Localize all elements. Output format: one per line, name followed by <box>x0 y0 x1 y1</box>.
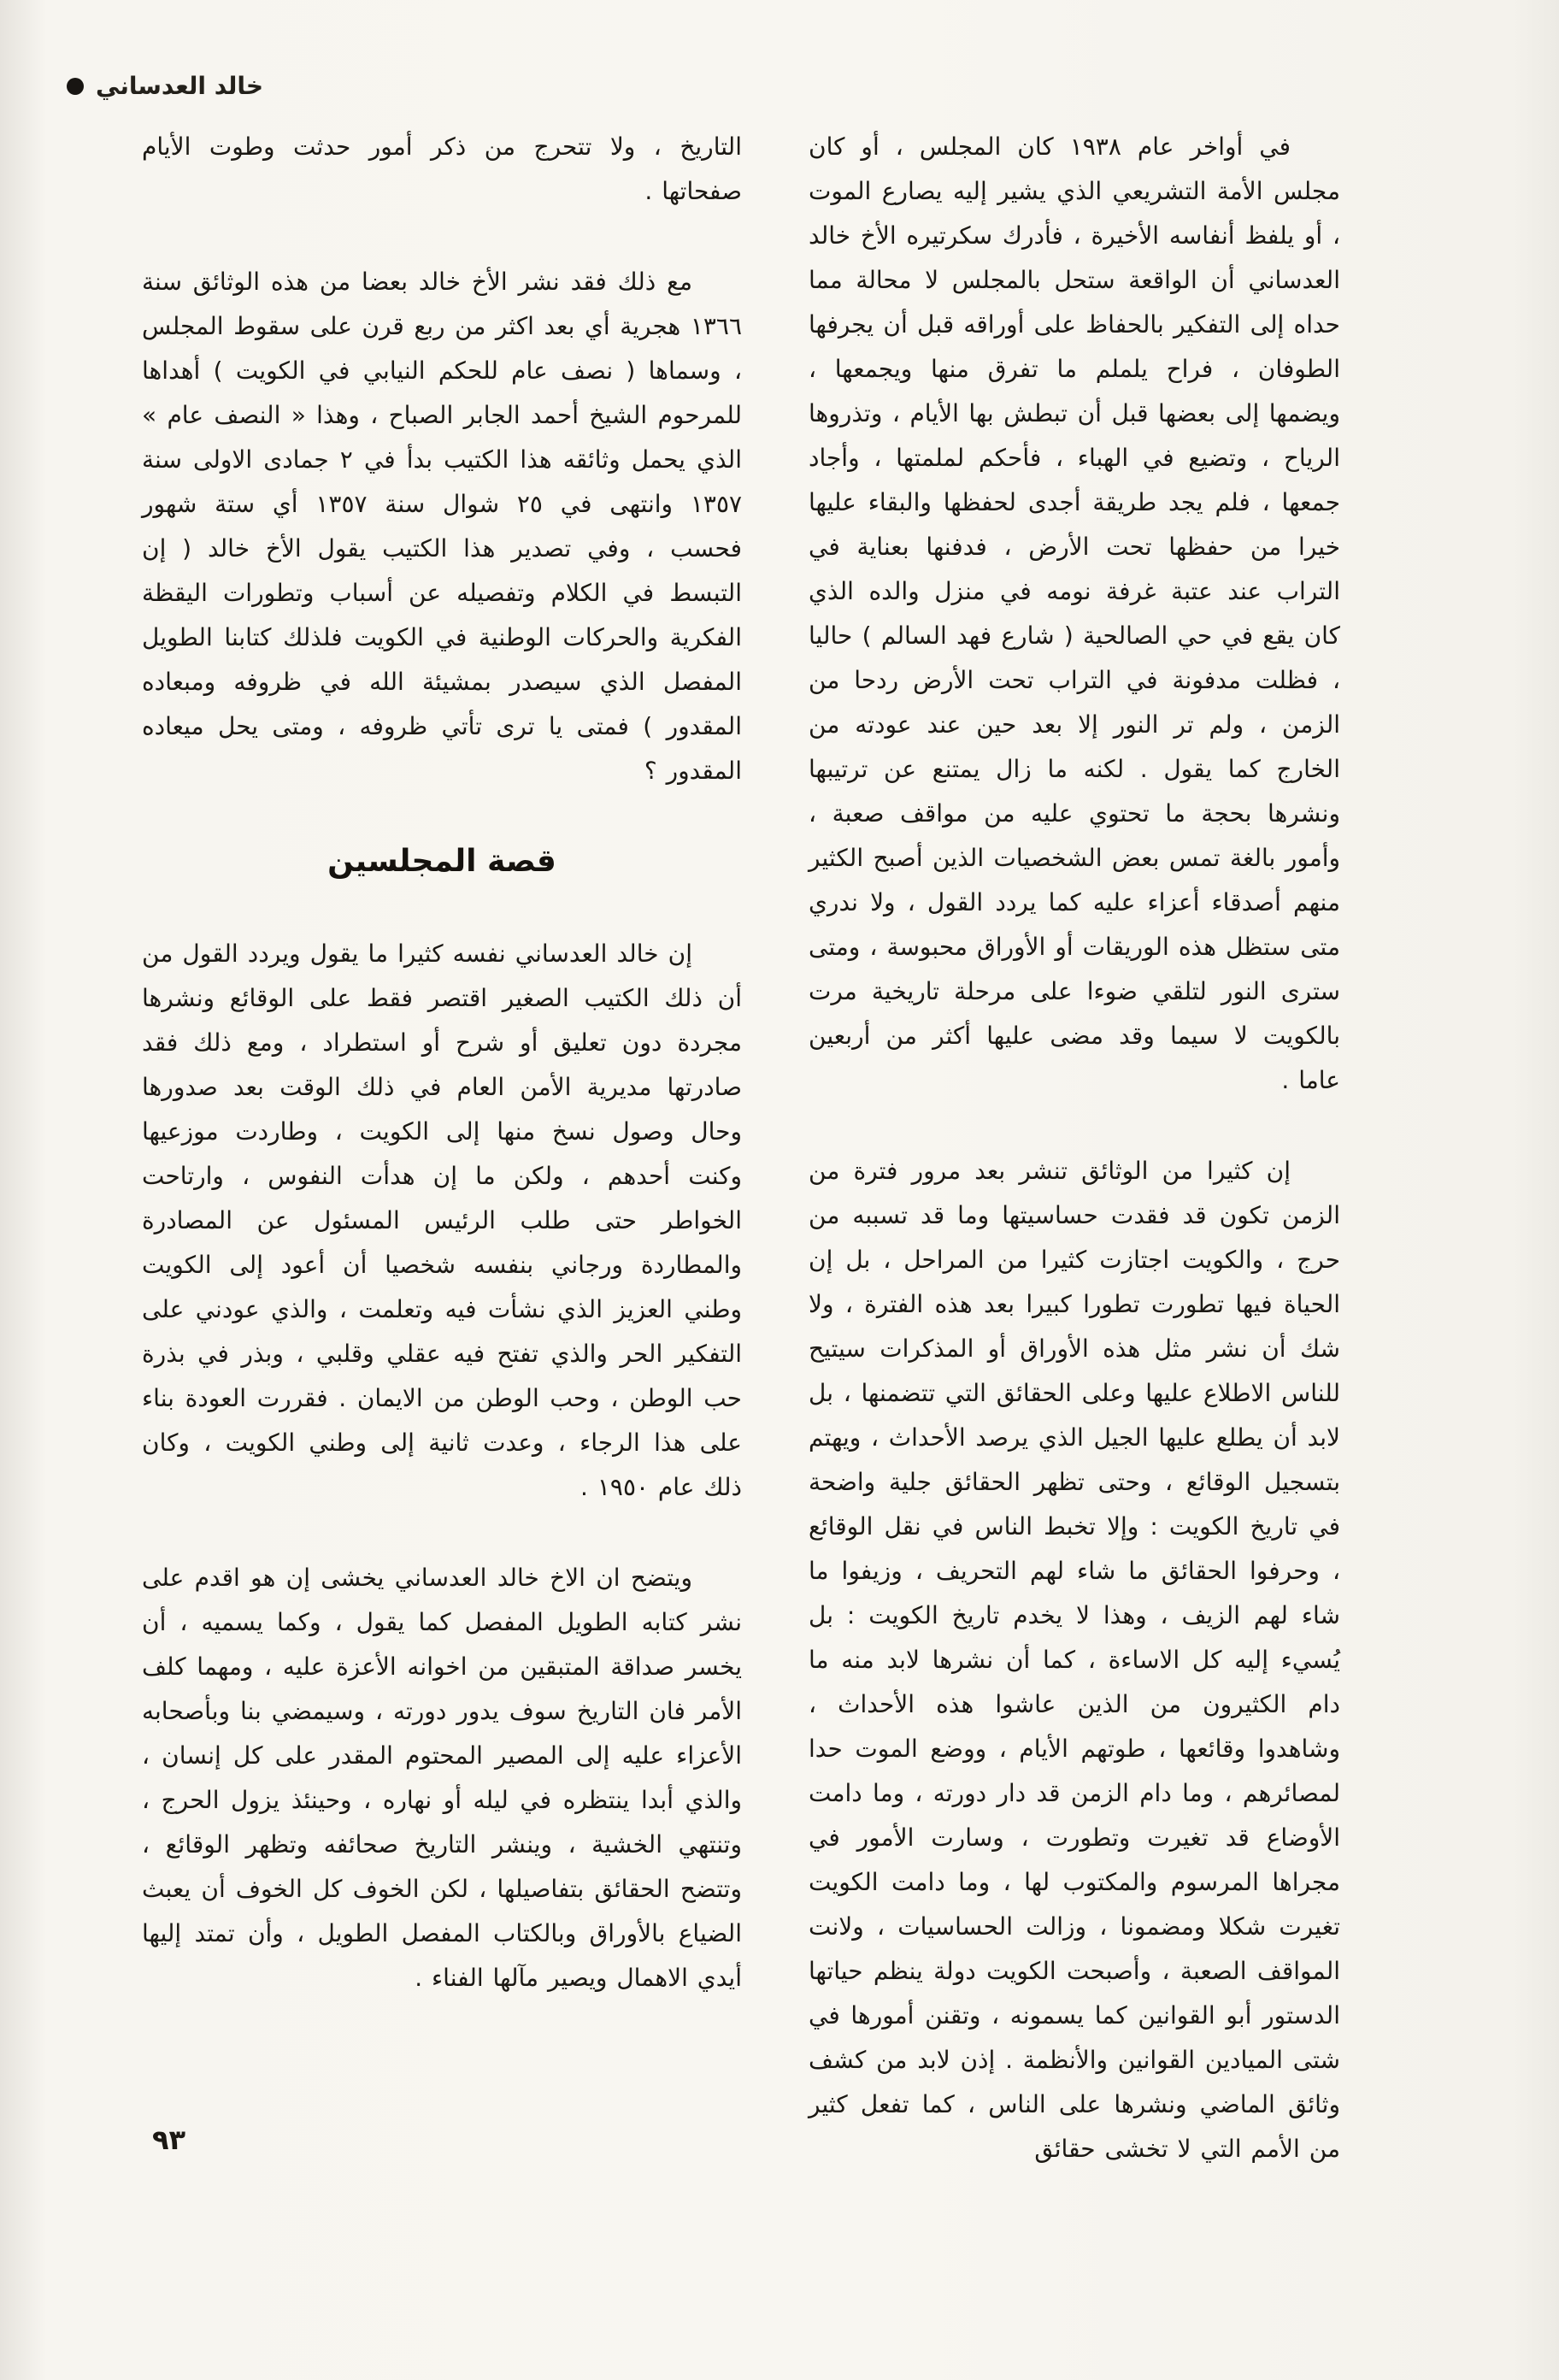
paragraph-left-2: مع ذلك فقد نشر الأخ خالد بعضا من هذه الوثائق سنة ١٣٦٦ هجرية أي بعد اكثر من ربع قرن على سقوط المجلس ، وسماها ( نصف عام للحكم النيابي في الكويت ) أهداها للمرحوم الشيخ أحمد الجابر الصباح ، وهذا « النصف عام » الذي يحمل وثائقه هذا الكتيب بدأ في ٢ جمادى الاولى سنة ١٣٥٧ وانتهى في ٢٥ شوال سنة ١٣٥٧ أي ستة شهور فحسب ، وفي تصدير هذا الكتيب يقول الأخ خالد ( إن التبسط في الكلام وتفصيله عن أسباب وتطورات اليقظة الفكرية والحركات الوطنية في الكويت فلذلك كتابنا الطويل المفصل الذي سيصدر بمشيئة الله في ظروفه ومبعاده المقدور ) فمتى يا ترى تأتي ظروفه ، ومتى يحل ميعاده المقدور ؟ <box>142 268 743 785</box>
left-column <box>142 125 742 2047</box>
page-header <box>67 72 263 100</box>
bullet-icon <box>67 78 84 95</box>
section-heading: قصة المجلسين <box>327 844 556 879</box>
paragraph-right-1: في أواخر عام ١٩٣٨ كان المجلس ، أو كان مجلس الأمة التشريعي الذي يشير إليه يصارع الموت ، أو يلفظ أنفاسه الأخيرة ، فأدرك سكرتيره الأخ خالد العدساني أن الواقعة ستحل بالمجلس لا محالة مما حداه إلى التفكير بالحفاظ على أوراقه قبل أن يجرفها الطوفان ، فراح يلملم ما تفرق منها ويجمعها ، ويضمها إلى بعضها قبل أن تبطش بها الأيام ، وتذروها الرياح ، وتضيع في الهباء ، فأحكم لملمتها ، وأجاد جمعها ، فلم يجد طريقة أجدى لحفظها والبقاء عليها خيرا من حفظها تحت الأرض ، فدفنها بعناية في التراب عند عتبة غرفة نومه في منزل والده الذي كان يقع في حي الصالحية ( شارع فهد السالم ) حاليا ، فظلت مدفونة في التراب تحت الأرض ردحا من الزمن ، ولم تر النور إلا بعد حين عند عودته من الخارج كما يقول . لكنه ما زال يمتنع عن ترتيبها ونشرها بحجة ما تحتوي عليه من مواقف صعبة ، وأمور بالغة تمس بعض الشخصيات الذين أصبح الكثير منهم أصدقاء أعزاء عليه كما يردد القول ، ولا ندري متى ستظل هذه الوريقات أو الأوراق محبوسة ، ومتى سترى النور لتلقي ضوءا على مرحلة تاريخية مرت بالكويت لا سيما وقد مضى عليها أكثر من أربعين عاما . <box>809 133 1340 1094</box>
page-number: ٩٣ <box>152 2124 186 2156</box>
paragraph-left-4: ويتضح ان الاخ خالد العدساني يخشى إن هو اقدم على نشر كتابه الطويل المفصل كما يقول ، وكما يسميه ، أن يخسر صداقة المتبقين من اخوانه الأعزة عليه ، ومهما كلف الأمر فان التاريخ سوف يدور دورته ، وسيمضي بنا وبأصحابه الأعزاء عليه إلى المصير المحتوم المقدر على كل إنسان ، والذي أبدا ينتظره في ليله أو نهاره ، وحينئذ يزول الحرج ، وتنتهي الخشية ، وينشر التاريخ صحائفه وتظهر الوقائع ، وتتضح الحقائق بتفاصيلها ، لكن الخوف كل الخوف أن يعبث الضياع بالأوراق وبالكتاب المفصل الطويل ، وأن تمتد إليها أيدي الاهمال ويصير مآلها الفناء . <box>142 1564 742 1992</box>
author-name: خالد العدساني <box>96 72 264 100</box>
paragraph-left-3: إن خالد العدساني نفسه كثيرا ما يقول ويردد القول من أن ذلك الكتيب الصغير اقتصر فقط على الوقائع ونشرها مجردة دون تعليق أو شرح أو استطراد ، ومع ذلك فقد صادرتها مديرية الأمن العام في ذلك الوقت بعد صدورها وحال وصول نسخ منها إلى الكويت ، وطاردت موزعيها وكنت أحدهم ، ولكن ما إن هدأت النفوس ، وارتاحت الخواطر حتى طلب الرئيس المسئول عن المصادرة والمطاردة ورجاني بنفسه شخصيا أن أعود إلى الكويت وطني العزيز الذي نشأت فيه وتعلمت ، والذي عودني على التفكير الحر والذي تفتح فيه عقلي وقلبي ، وبذر في بذرة حب الوطن ، وحب الوطن من الايمان . فقررت العودة بناء على هذا الرجاء ، وعدت ثانية إلى وطني الكويت ، وكان ذلك عام ١٩٥٠ . <box>142 940 742 1501</box>
paragraph-right-2: إن كثيرا من الوثائق تنشر بعد مرور فترة من الزمن تكون قد فقدت حساسيتها وما قد تسببه من حرج ، والكويت اجتازت كثيرا من المراحل ، بل إن الحياة فيها تطورت تطورا كبيرا بعد هذه الفترة ، ولا شك أن نشر مثل هذه الأوراق أو المذكرات سيتيح للناس الاطلاع عليها وعلى الحقائق التي تتضمنها ، بل لابد أن يطلع عليها الجيل الذي يرصد الأحداث ، ويهتم بتسجيل الوقائع ، وحتى تظهر الحقائق جلية واضحة في تاريخ الكويت : وإلا تخبط الناس في نقل الوقائع ، وحرفوا الحقائق ما شاء لهم التحريف ، وزيفوا ما شاء لهم الزيف ، وهذا لا يخدم تاريخ الكويت : بل يُسيء إليه كل الاساءة ، كما أن نشرها لابد منه ما دام الكثيرون من الذين عاشوا هذه الأحداث ، وشاهدوا وقائعها ، طوتهم الأيام ، ووضع الموت حدا لمصائرهم ، وما دام الزمن قد دار دورته ، وما دامت الأوضاع قد تغيرت وتطورت ، وسارت الأمور في مجراها المرسوم والمكتوب لها ، وما دامت الكويت تغيرت شكلا ومضمونا ، وزالت الحساسيات ، ولانت المواقف الصعبة ، وأصبحت الكويت دولة ينظم حياتها الدستور أبو القوانين كما يسمونه ، وتقنن أمورها في شتى الميادين القوانين والأنظمة . إذن لابد من كشف وثائق الماضي ونشرها على الناس ، كما تفعل كثير من الأمم التي لا تخشى حقائق <box>809 1157 1340 2163</box>
right-column <box>809 125 1340 2218</box>
paragraph-left-1: التاريخ ، ولا تتحرج من ذكر أمور حدثت وطوت الأيام صفحاتها . <box>142 133 742 205</box>
